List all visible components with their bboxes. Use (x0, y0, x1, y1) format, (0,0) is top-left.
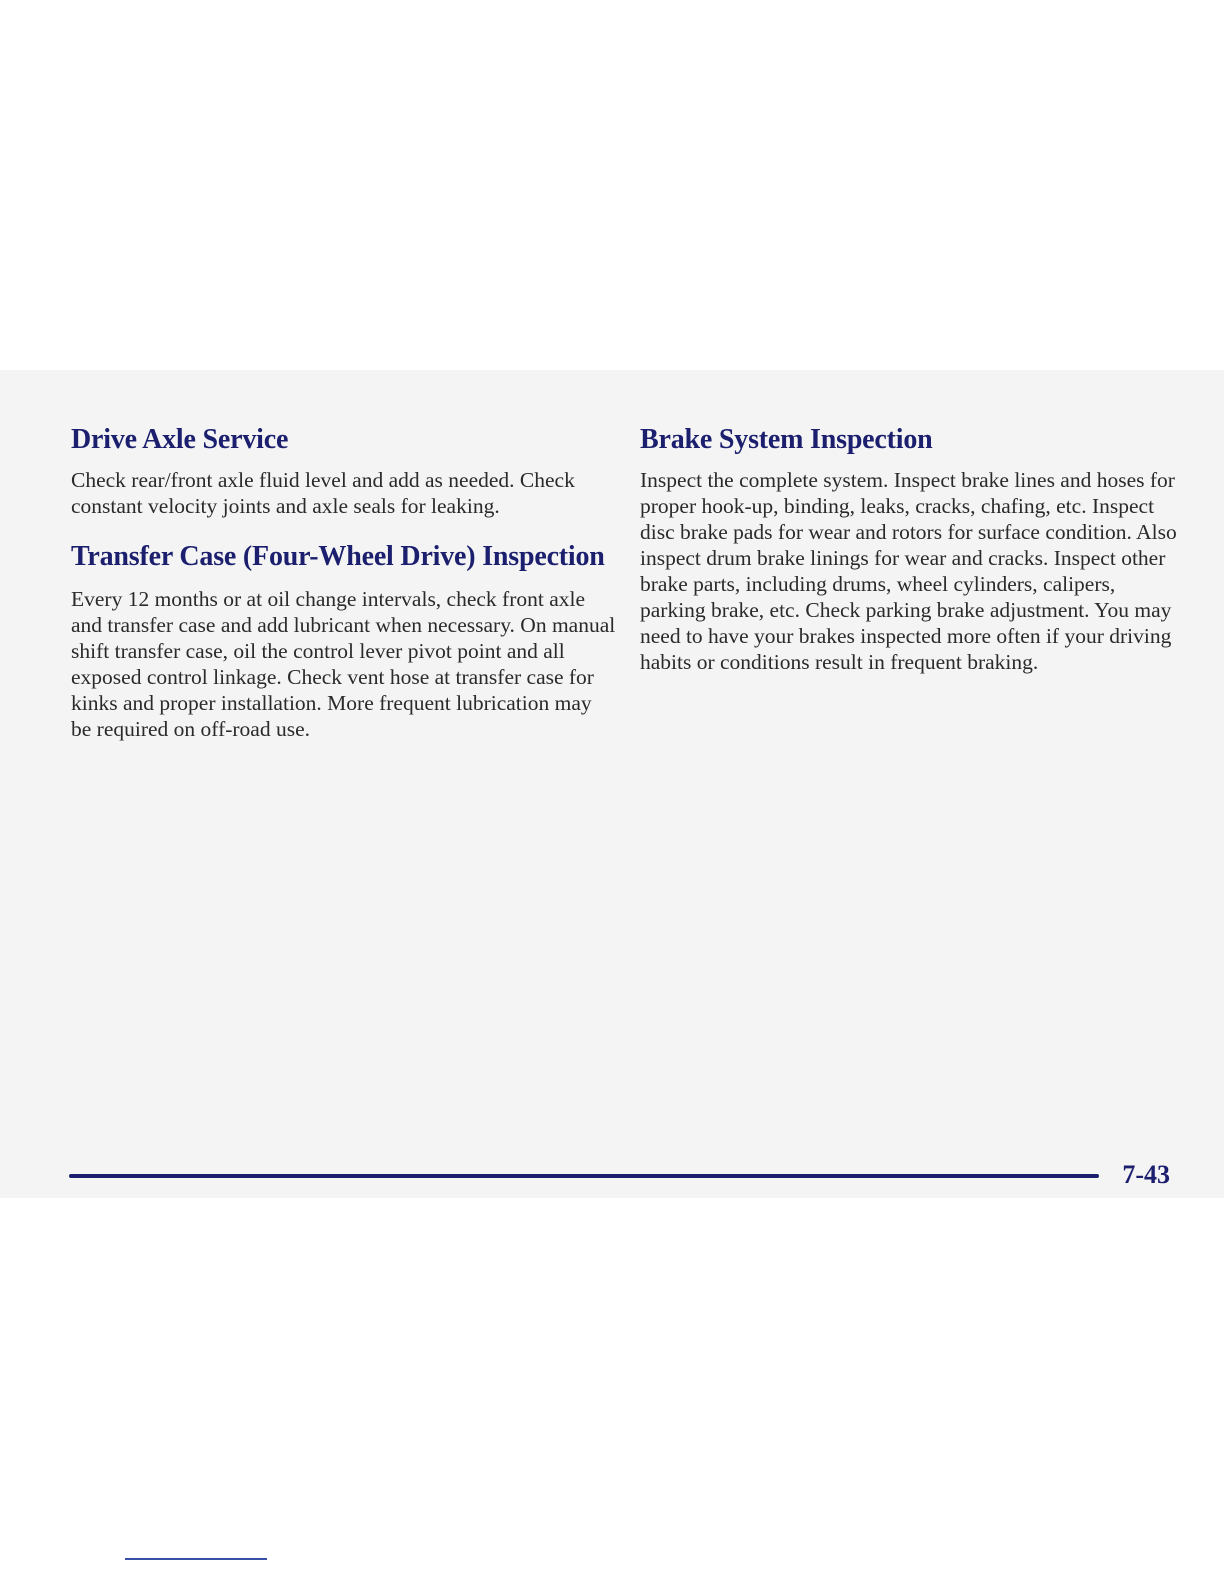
brake-system-inspection-text: Inspect the complete system. Inspect brake lines and hoses for proper hook-up, binding, leaks, cracks, chafing, etc. Inspect disc brake pads for wear and rotors for surface condition. Also inspect drum brake linings for wear and cracks. Inspect other brake parts, including drums, wheel cylinders, calipers, parking brake, etc. Check parking brake adjustment. You may need to have your brakes inspected more often if your driving habits or conditions result in frequent braking. (640, 468, 1177, 674)
left-column (71, 424, 616, 764)
drive-axle-service-text: Check rear/front axle fluid level and add as needed. Check constant velocity joints and axle seals for leaking. (71, 468, 575, 518)
transfer-case-inspection-heading: Transfer Case (Four-Wheel Drive) Inspection (71, 541, 605, 572)
page-number: 7-43 (1122, 1160, 1170, 1189)
transfer-case-inspection-text: Every 12 months or at oil change intervals, check front axle and transfer case and add lubricant when necessary. On manual shift transfer case, oil the control lever pivot point and all exposed control linkage. Check vent hose at transfer case for kinks and proper installation. More frequent lubrication may be required on off-road use. (71, 587, 616, 741)
right-column (640, 424, 1185, 697)
drive-axle-service-heading: Drive Axle Service (71, 424, 289, 455)
divider (125, 1558, 267, 1560)
footer-divider (69, 1174, 1099, 1178)
brake-system-inspection-heading: Brake System Inspection (640, 424, 933, 455)
